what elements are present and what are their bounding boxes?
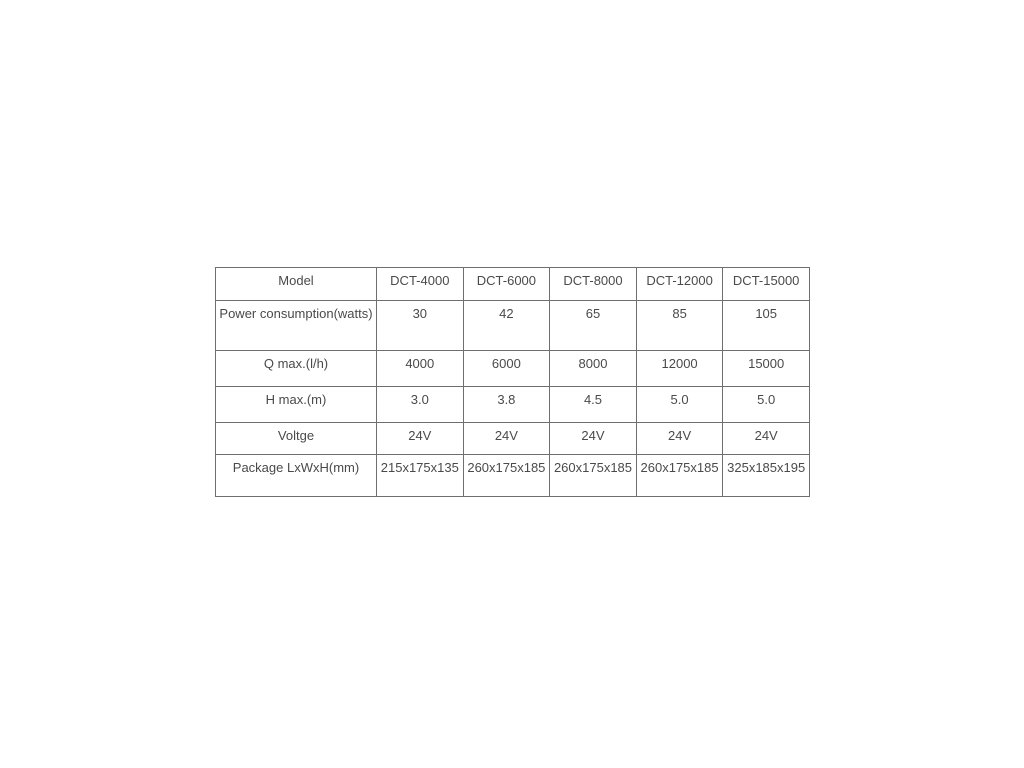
value-cell: 215x175x135 bbox=[377, 455, 464, 497]
model-cell: DCT-8000 bbox=[550, 268, 637, 301]
value-cell: 5.0 bbox=[723, 387, 810, 423]
value-cell: 65 bbox=[550, 301, 637, 351]
table-header-row bbox=[216, 268, 810, 301]
header-label-cell: Model bbox=[216, 268, 377, 301]
table-row-q-max bbox=[216, 351, 810, 387]
value-cell: 325x185x195 bbox=[723, 455, 810, 497]
table-row-h-max bbox=[216, 387, 810, 423]
value-cell: 260x175x185 bbox=[636, 455, 723, 497]
value-cell: 3.8 bbox=[463, 387, 550, 423]
row-label-cell: Voltge bbox=[216, 423, 377, 455]
row-label-cell: H max.(m) bbox=[216, 387, 377, 423]
value-cell: 24V bbox=[723, 423, 810, 455]
value-cell: 3.0 bbox=[377, 387, 464, 423]
value-cell: 42 bbox=[463, 301, 550, 351]
value-cell: 8000 bbox=[550, 351, 637, 387]
model-cell: DCT-4000 bbox=[377, 268, 464, 301]
model-cell: DCT-12000 bbox=[636, 268, 723, 301]
value-cell: 6000 bbox=[463, 351, 550, 387]
spec-table bbox=[215, 267, 810, 497]
value-cell: 260x175x185 bbox=[463, 455, 550, 497]
table-row-voltage bbox=[216, 423, 810, 455]
value-cell: 4.5 bbox=[550, 387, 637, 423]
row-label-cell: Power consumption(watts) bbox=[216, 301, 377, 351]
row-label-cell: Package LxWxH(mm) bbox=[216, 455, 377, 497]
value-cell: 30 bbox=[377, 301, 464, 351]
table-row-package bbox=[216, 455, 810, 497]
value-cell: 260x175x185 bbox=[550, 455, 637, 497]
value-cell: 12000 bbox=[636, 351, 723, 387]
value-cell: 105 bbox=[723, 301, 810, 351]
value-cell: 85 bbox=[636, 301, 723, 351]
value-cell: 4000 bbox=[377, 351, 464, 387]
value-cell: 24V bbox=[636, 423, 723, 455]
value-cell: 5.0 bbox=[636, 387, 723, 423]
value-cell: 24V bbox=[463, 423, 550, 455]
model-cell: DCT-6000 bbox=[463, 268, 550, 301]
row-label-cell: Q max.(l/h) bbox=[216, 351, 377, 387]
value-cell: 24V bbox=[550, 423, 637, 455]
value-cell: 15000 bbox=[723, 351, 810, 387]
model-cell: DCT-15000 bbox=[723, 268, 810, 301]
value-cell: 24V bbox=[377, 423, 464, 455]
table-row-power bbox=[216, 301, 810, 351]
